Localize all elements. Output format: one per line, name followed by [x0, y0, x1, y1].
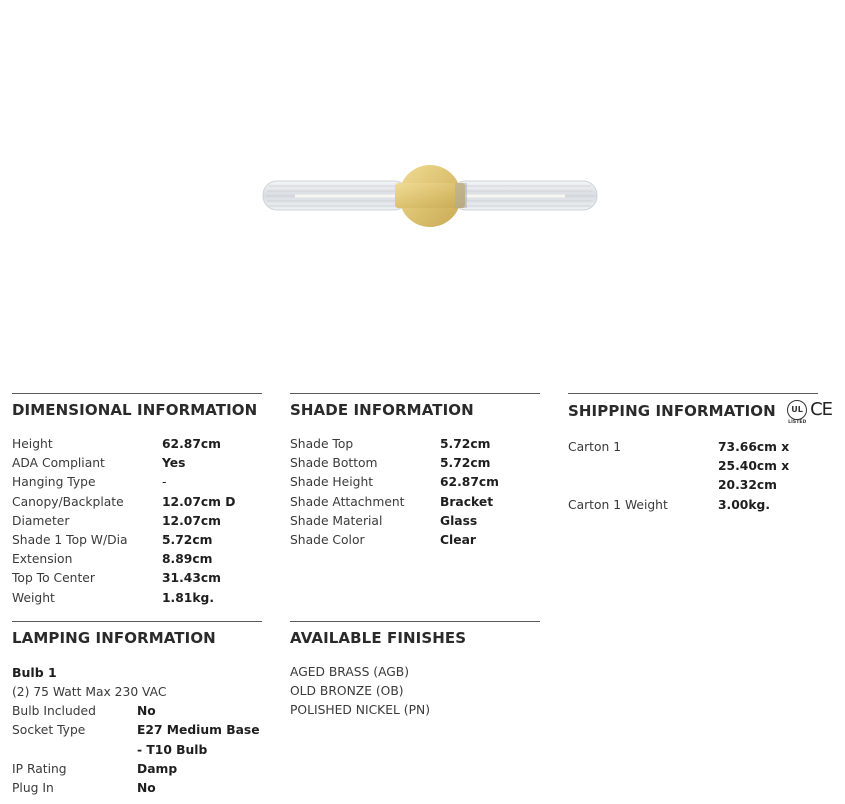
spec-value: 31.43cm — [162, 571, 221, 586]
spec-list — [568, 438, 818, 515]
spec-row — [12, 721, 262, 759]
spec-row — [290, 531, 540, 550]
spec-label: Plug In — [12, 781, 54, 796]
spec-value: 5.72cm — [440, 437, 491, 451]
spec-row — [12, 760, 262, 779]
spec-value: 5.72cm — [440, 456, 491, 471]
finish-item: POLISHED NICKEL (PN) — [290, 703, 430, 718]
brass-arm — [395, 183, 465, 208]
spec-value: 12.07cm — [162, 513, 221, 528]
spec-label: Shade Bottom — [290, 456, 378, 471]
spec-row — [12, 473, 262, 492]
spec-label: Shade Color — [290, 533, 365, 548]
spec-row — [290, 435, 540, 454]
section-title-text: SHIPPING INFORMATION — [568, 402, 776, 420]
spec-label: Shade Attachment — [290, 494, 405, 509]
spec-label: Carton 1 Weight — [568, 497, 668, 512]
spec-label: Diameter — [12, 513, 70, 528]
bulb-title: Bulb 1 — [12, 665, 57, 680]
spec-label: Hanging Type — [12, 475, 96, 490]
spec-row — [12, 779, 262, 798]
spec-label: IP Rating — [12, 761, 67, 776]
spec-list — [290, 435, 540, 550]
spec-value: 73.66cm x 25.40cm x 20.32cm — [718, 440, 790, 493]
spec-value: No — [137, 781, 156, 796]
spec-value: 5.72cm — [162, 533, 213, 548]
spec-label: Height — [12, 437, 53, 451]
spec-value: 12.07cm D — [162, 494, 236, 509]
product-image — [255, 155, 605, 240]
spec-label: Weight — [12, 590, 55, 605]
spec-row — [12, 550, 262, 569]
spec-value: 3.00kg. — [718, 497, 770, 512]
spec-list — [12, 663, 262, 798]
finish-item: AGED BRASS (AGB) — [290, 665, 410, 679]
spec-label: Shade 1 Top W/Dia — [12, 533, 128, 548]
spec-label: Shade Top — [290, 437, 354, 451]
spec-value: Damp — [137, 761, 178, 776]
spec-label: Extension — [12, 552, 73, 567]
spec-row — [12, 531, 262, 550]
spec-value: 62.87cm — [162, 437, 221, 451]
spec-value: 1.81kg. — [162, 590, 214, 605]
bulb-description: (2) 75 Watt Max 230 VAC — [12, 685, 167, 699]
section-title — [568, 399, 833, 425]
spec-row — [12, 435, 262, 454]
spec-row — [290, 493, 540, 512]
spec-row — [290, 473, 540, 492]
certification-marks — [787, 399, 833, 425]
spec-value: Glass — [440, 513, 478, 528]
spec-label: Canopy/Backplate — [12, 494, 124, 509]
spec-label: Shade Material — [290, 513, 383, 528]
spec-label: Shade Height — [290, 475, 374, 490]
section-title: DIMENSIONAL INFORMATION — [12, 401, 258, 419]
shipping-information-section — [568, 393, 833, 515]
dimensional-information-section — [12, 393, 262, 608]
available-finishes-section — [290, 621, 540, 721]
spec-value: 62.87cm — [440, 475, 499, 490]
spec-value: Yes — [162, 456, 186, 471]
spec-row — [12, 493, 262, 512]
spec-row — [568, 496, 818, 515]
spec-row — [290, 454, 540, 473]
spec-row — [12, 569, 262, 588]
shade-information-section — [290, 393, 540, 550]
lamping-information-section — [12, 621, 262, 798]
spec-label: Bulb Included — [12, 704, 96, 719]
spec-row — [568, 438, 818, 496]
spec-row — [290, 512, 540, 531]
ce-mark-icon: CE — [810, 399, 833, 420]
spec-value: No — [137, 704, 156, 719]
spec-row — [12, 589, 262, 608]
finish-list — [290, 663, 540, 721]
spec-value: Bracket — [440, 494, 494, 509]
spec-row — [12, 512, 262, 531]
spec-row — [12, 454, 262, 473]
spec-label: Carton 1 — [568, 440, 622, 454]
spec-list — [12, 435, 262, 608]
section-title: AVAILABLE FINISHES — [290, 629, 467, 647]
spec-label: ADA Compliant — [12, 456, 105, 471]
spec-value: 8.89cm — [162, 552, 213, 567]
spec-value: Clear — [440, 533, 476, 548]
section-title: LAMPING INFORMATION — [12, 629, 216, 647]
finish-item: OLD BRONZE (OB) — [290, 684, 404, 699]
spec-row — [12, 702, 262, 721]
ul-listed-icon: UL LISTED — [787, 400, 807, 420]
spec-value: - — [162, 475, 167, 490]
spec-label: Socket Type — [12, 723, 86, 738]
spec-value: E27 Medium Base - T10 Bulb — [137, 723, 260, 757]
section-title: SHADE INFORMATION — [290, 401, 474, 419]
spec-label: Top To Center — [12, 571, 95, 586]
